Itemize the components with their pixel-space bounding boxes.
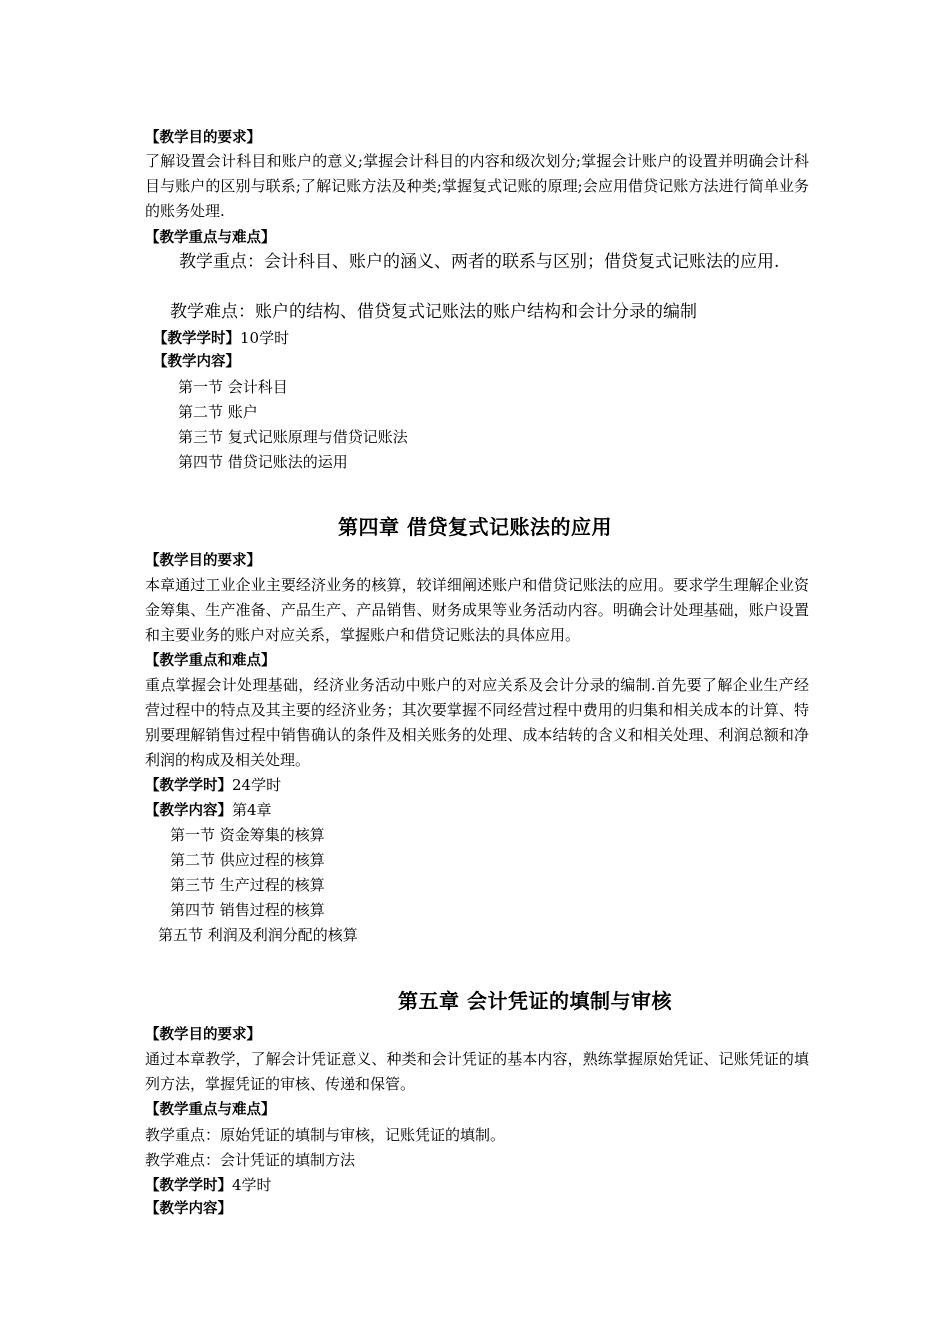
sec3-goal-heading: 【教学目的要求】 <box>145 130 261 146</box>
ch5-key-paragraph: 教学重点：原始凭证的填制与审核，记账凭证的填制。 <box>145 1126 506 1144</box>
ch5-goal-heading: 【教学目的要求】 <box>145 1027 261 1043</box>
ch5-goal-paragraph: 通过本章教学，了解会计凭证意义、种类和会计凭证的基本内容，熟练掌握原始凭证、记账凭证的填列方法，掌握凭证的审核、传递和保管。 <box>145 1050 809 1093</box>
sec3-item-4: 第四节 借贷记账法的运用 <box>178 453 348 471</box>
sec3-hours-heading: 【教学学时】 <box>153 331 240 347</box>
sec3-key-heading: 【教学重点与难点】 <box>145 230 276 246</box>
ch4-hours <box>145 775 281 796</box>
ch4-item-5: 第五节 利润及利润分配的核算 <box>158 926 358 944</box>
sec3-item-2: 第二节 账户 <box>178 403 258 421</box>
sec3-key-paragraph: 教学重点：会计科目、账户的涵义、两者的联系与区别；借贷复式记账法的应用. <box>179 252 780 272</box>
ch4-goal-heading: 【教学目的要求】 <box>145 553 261 569</box>
ch4-content <box>145 800 272 821</box>
ch5-difficulty: 教学难点：会计凭证的填制方法 <box>145 1151 356 1169</box>
sec3-item-3: 第三节 复式记账原理与借贷记账法 <box>178 428 408 446</box>
chapter5-title: 第五章 会计凭证的填制与审核 <box>398 989 672 1013</box>
ch5-hours <box>145 1175 272 1196</box>
ch4-key-heading: 【教学重点和难点】 <box>145 653 276 669</box>
sec3-hours-value: 10学时 <box>240 329 290 347</box>
ch4-content-value: 第4章 <box>232 801 272 819</box>
ch4-key-paragraph: 重点掌握会计处理基础，经济业务活动中账户的对应关系及会计分录的编制.首先要了解企业生产经营过程中的特点及其主要的经济业务；其次要掌握不同经营过程中费用的归集和相关成本的计算、特别要理解销售过程中销售确认的条件及相关账务的处理、成本结转的含义和相关处理、利润总额和净利润的构成及相关处理。 <box>145 676 809 769</box>
sec3-difficulty: 教学难点：账户的结构、借贷复式记账法的账户结构和会计分录的编制 <box>170 302 697 322</box>
ch4-hours-value: 24学时 <box>232 776 282 794</box>
ch4-hours-heading: 【教学学时】 <box>145 778 232 794</box>
ch5-key-heading: 【教学重点与难点】 <box>145 1102 276 1118</box>
ch4-item-1: 第一节 资金筹集的核算 <box>170 826 325 844</box>
ch5-hours-heading: 【教学学时】 <box>145 1178 232 1194</box>
ch5-content-heading: 【教学内容】 <box>145 1201 232 1217</box>
ch4-item-3: 第三节 生产过程的核算 <box>170 876 325 894</box>
sec3-item-1: 第一节 会计科目 <box>178 378 288 396</box>
ch4-goal-paragraph: 本章通过工业企业主要经济业务的核算，较详细阐述账户和借贷记账法的应用。要求学生理解企业资金筹集、生产准备、产品生产、产品销售、财务成果等业务活动内容。明确会计处理基础，账户设置和主要业务的账户对应关系，掌握账户和借贷记账法的具体应用。 <box>145 576 809 644</box>
chapter4-title: 第四章 借贷复式记账法的应用 <box>338 515 612 539</box>
ch4-content-heading: 【教学内容】 <box>145 803 232 819</box>
ch4-item-2: 第二节 供应过程的核算 <box>170 851 325 869</box>
ch4-item-4: 第四节 销售过程的核算 <box>170 901 325 919</box>
ch5-hours-value: 4学时 <box>232 1176 272 1194</box>
sec3-content-heading: 【教学内容】 <box>153 354 240 370</box>
sec3-goal-paragraph: 了解设置会计科目和账户的意义;掌握会计科目的内容和级次划分;掌握会计账户的设置并明确会计科目与账户的区别与联系;了解记账方法及种类;掌握复式记账的原理;会应用借贷记账方法进行简单业务的账务处理. <box>145 152 809 220</box>
sec3-hours <box>153 328 289 349</box>
